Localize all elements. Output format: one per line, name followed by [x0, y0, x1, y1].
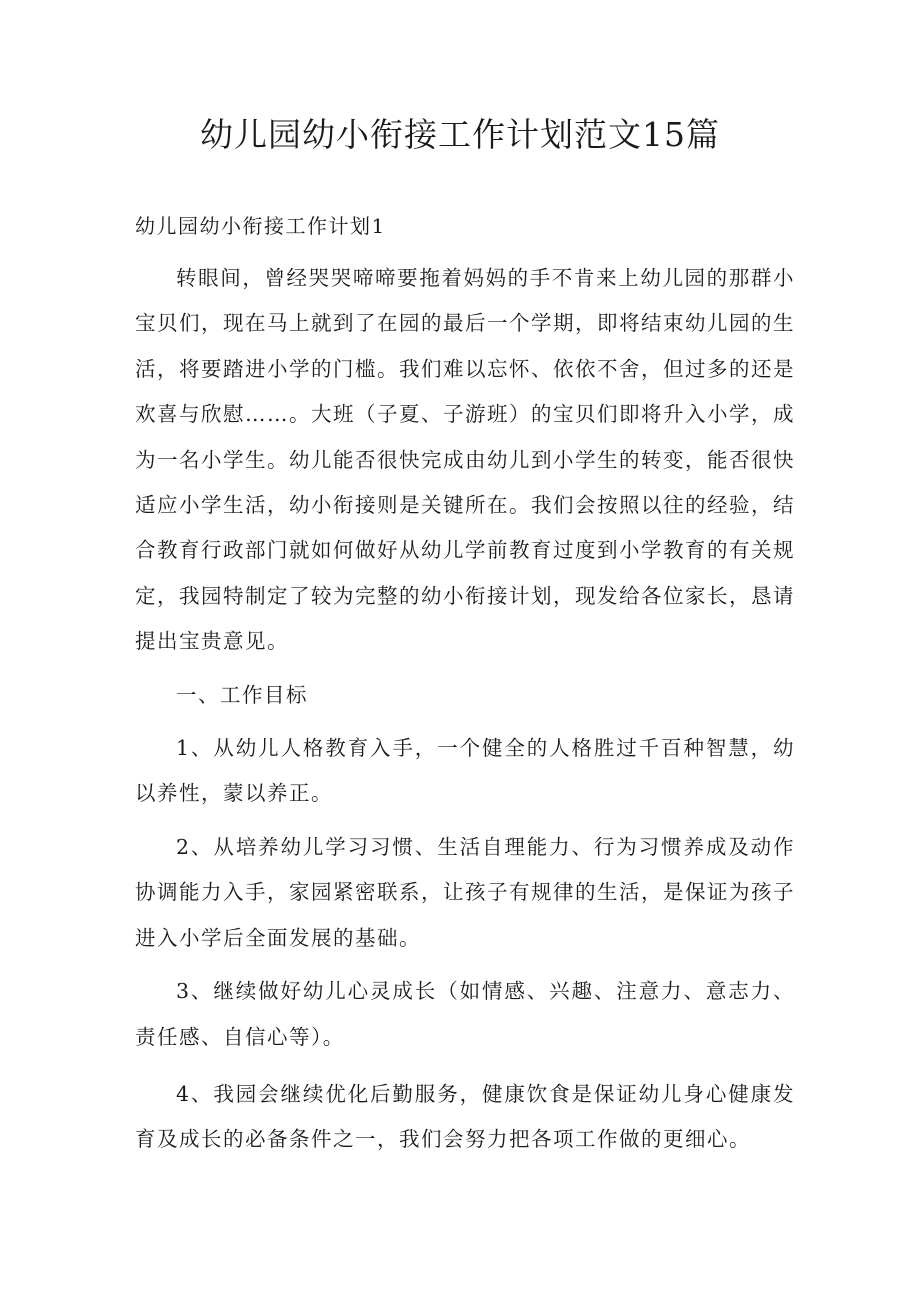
- paragraph-goal-3: 3、继续做好幼儿心灵成长（如情感、兴趣、注意力、意志力、责任感、自信心等）。: [135, 979, 795, 1049]
- document-title: 幼儿园幼小衔接工作计划范文15篇: [200, 115, 720, 154]
- document-body: [135, 256, 795, 1163]
- section-heading: 幼儿园幼小衔接工作计划1: [135, 214, 386, 238]
- paragraph-goals-heading: 一、工作目标: [176, 682, 308, 707]
- paragraph-goal-1: 1、从幼儿人格教育入手，一个健全的人格胜过千百种智慧，幼以养性，蒙以养正。: [135, 736, 795, 806]
- paragraph-intro: 转眼间，曾经哭哭啼啼要拖着妈妈的手不肯来上幼儿园的那群小宝贝们，现在马上就到了在园的最后一个学期，即将结束幼儿园的生活，将要踏进小学的门槛。我们难以忘怀、依依不舍，但过多的还是欢喜与欣慰……。大班（子夏、子游班）的宝贝们即将升入小学，成为一名小学生。幼儿能否很快完成由幼儿到小学生的转变，能否很快适应小学生活，幼小衔接则是关键所在。我们会按照以往的经验，结合教育行政部门就如何做好从幼儿学前教育过度到小学教育的有关规定，我园特制定了较为完整的幼小衔接计划，现发给各位家长，恳请提出宝贵意见。: [135, 266, 795, 654]
- paragraph-goal-2: 2、从培养幼儿学习习惯、生活自理能力、行为习惯养成及动作协调能力入手，家园紧密联系，让孩子有规律的生活，是保证为孩子进入小学后全面发展的基础。: [135, 834, 795, 950]
- paragraph-goal-4: 4、我园会继续优化后勤服务，健康饮食是保证幼儿身心健康发育及成长的必备条件之一，我们会努力把各项工作做的更细心。: [135, 1081, 795, 1152]
